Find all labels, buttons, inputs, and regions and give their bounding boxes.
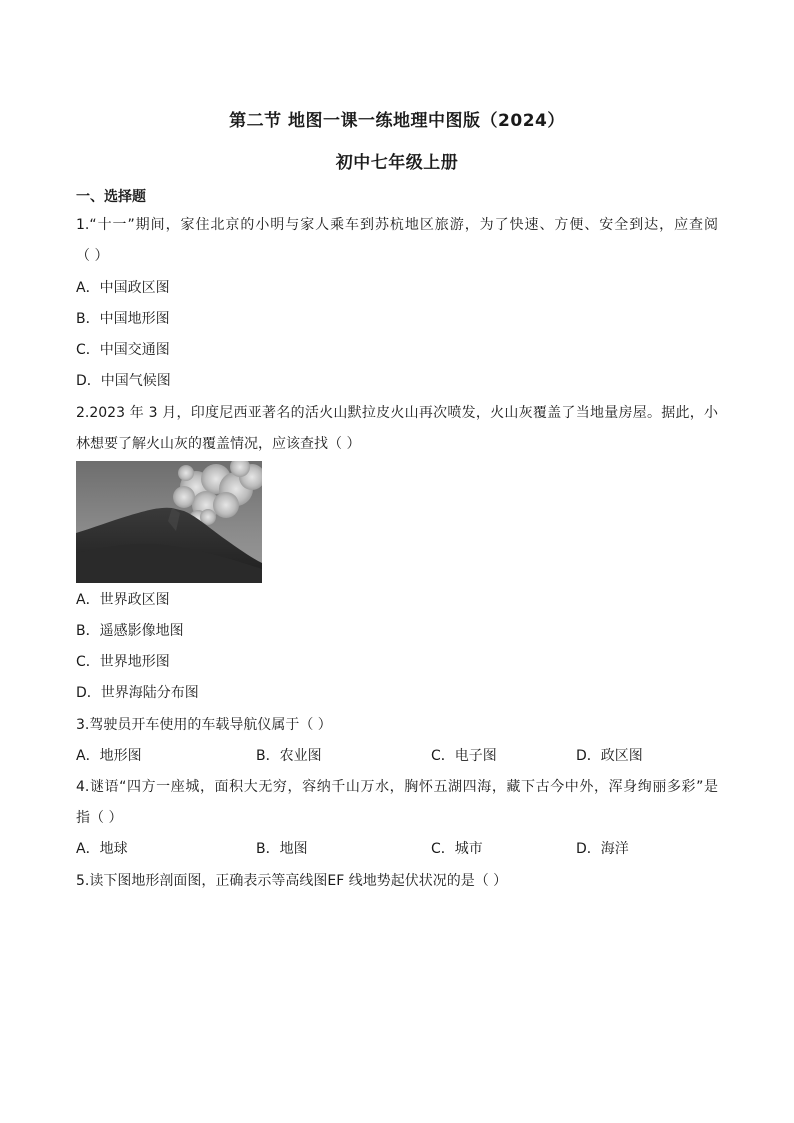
question-2-stem-line-1: 2.2023 年 3 月，印度尼西亚著名的活火山默拉皮火山再次喷发，火山灰覆盖了当地量房屋。据此，小 — [76, 405, 718, 421]
question-3-stem: 3.驾驶员开车使用的车载导航仪属于（ ） — [76, 717, 332, 733]
question-3-option-c[interactable]: C．电子图 — [431, 748, 497, 764]
question-4-option-b[interactable]: B．地图 — [256, 841, 308, 857]
question-2-option-b[interactable]: B．遥感影像地图 — [76, 623, 184, 639]
section-heading: 一、选择题 — [76, 189, 146, 205]
question-3-option-b[interactable]: B．农业图 — [256, 748, 322, 764]
question-1-stem-line-2: （ ） — [76, 248, 109, 264]
question-3-option-a[interactable]: A．地形图 — [76, 748, 142, 764]
question-2-option-a[interactable]: A．世界政区图 — [76, 592, 170, 608]
question-3-options — [76, 747, 718, 765]
question-1-option-c[interactable]: C．中国交通图 — [76, 342, 170, 358]
question-4-stem-line-1: 4.谜语“四方一座城，面积大无穷，容纳千山万水，胸怀五湖四海，藏下古今中外，浑身绚丽多彩”是 — [76, 779, 718, 795]
question-1-option-b[interactable]: B．中国地形图 — [76, 311, 170, 327]
document-title: 第二节 地图一课一练地理中图版（2024） — [229, 111, 565, 131]
volcano-eruption-photo — [76, 461, 262, 583]
question-4-stem-line-2: 指（ ） — [76, 810, 123, 826]
question-5-stem: 5.读下图地形剖面图，正确表示等高线图EF 线地势起伏状况的是（ ） — [76, 873, 508, 889]
question-4-option-d[interactable]: D．海洋 — [576, 841, 629, 857]
question-4-option-c[interactable]: C．城市 — [431, 841, 483, 857]
question-2-stem-line-2: 林想要了解火山灰的覆盖情况，应该查找（ ） — [76, 436, 361, 452]
question-2-option-c[interactable]: C．世界地形图 — [76, 654, 170, 670]
question-2-option-d[interactable]: D．世界海陆分布图 — [76, 685, 199, 701]
question-3-option-d[interactable]: D．政区图 — [576, 748, 643, 764]
question-4-option-a[interactable]: A．地球 — [76, 841, 128, 857]
document-subtitle: 初中七年级上册 — [335, 153, 459, 173]
question-1-stem-line-1: 1.“十一”期间，家住北京的小明与家人乘车到苏杭地区旅游，为了快速、方便、安全到达，应查阅 — [76, 217, 718, 233]
question-4-options — [76, 840, 718, 858]
question-1-option-a[interactable]: A．中国政区图 — [76, 280, 170, 296]
question-1-option-d[interactable]: D．中国气候图 — [76, 373, 171, 389]
